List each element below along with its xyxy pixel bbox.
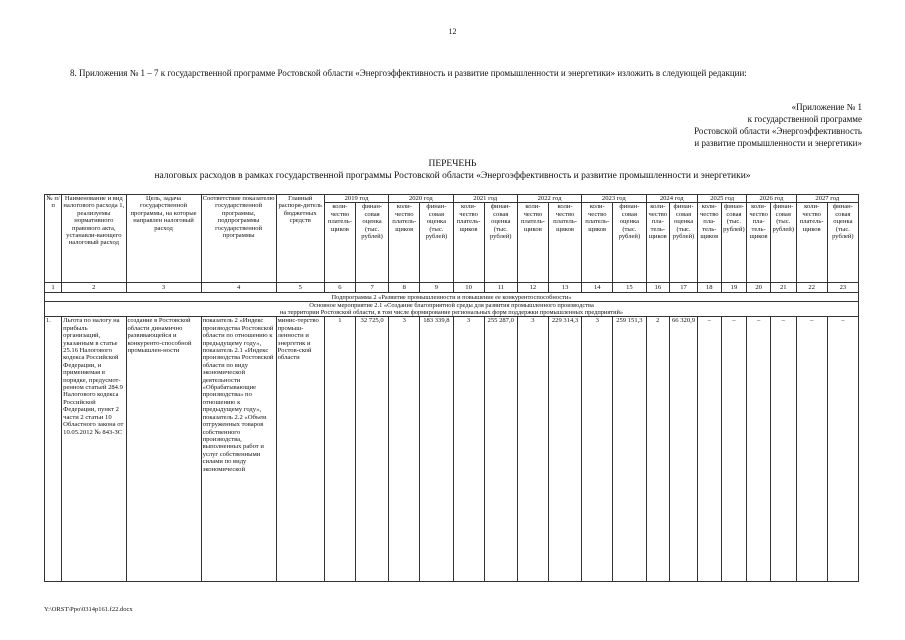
header-sub: финан-совая (тыс. рублей) (721, 203, 747, 283)
header-name: Наименование и вид налогового расхода 1, реализуемы нормативного правового акта, устанавли-вающего налоговый расход (62, 195, 126, 283)
header-sub: коли-чество платель-щиков (389, 203, 420, 283)
header-sub: коли-чество платель-щиков (324, 203, 355, 283)
col-number: 10 (453, 283, 484, 293)
col-number: 13 (548, 283, 581, 293)
col-number: 5 (276, 283, 324, 293)
intro-paragraph: 8. Приложения № 1 – 7 к государственной программе Ростовской области «Энергоэффективность и развитие промышленности и энергетики» изложить в следующей редакции: (70, 68, 747, 78)
header-year: 2024 год (646, 195, 697, 203)
row-admin: минис-терство промыш-ленности и энергетик и Ростов-ской области (276, 317, 324, 582)
header-sub: финан-совая оценка (тыс. рублей) (670, 203, 698, 283)
measure-line: на территории Ростовской области, в том числе формирование региональных форм поддержки промышленных предприятий» (279, 309, 624, 317)
col-number: 17 (670, 283, 698, 293)
appendix-line: и развитие промышленности и энергетики» (694, 138, 862, 148)
row-value: 66 320,9 (670, 317, 698, 582)
header-sub: коли-чество платель-щиков (548, 203, 581, 283)
column-number-row (45, 283, 859, 293)
subprogram-title: Подпрограмма 2 «Развитие промышленности и повышение ее конкурентоспособности» (45, 293, 859, 302)
row-value: 183 339,8 (420, 317, 453, 582)
col-number: 8 (389, 283, 420, 293)
row-value: – (721, 317, 747, 582)
header-sub: финан-совая (тыс. рублей) (770, 203, 796, 283)
col-number: 18 (697, 283, 721, 293)
row-value: – (697, 317, 721, 582)
header-sub: коли-чество платель-щиков (453, 203, 484, 283)
row-value: 259 151,3 (613, 317, 646, 582)
row-number: 1. (45, 317, 62, 582)
col-number: 23 (827, 283, 858, 293)
measure-row (45, 302, 859, 317)
page-number: 12 (448, 27, 457, 36)
measure-line: Основное мероприятие 2.1 «Создание благоприятной среды для развития промышленного производства (309, 302, 594, 310)
col-number: 2 (62, 283, 126, 293)
header-year: 2026 год (747, 195, 796, 203)
col-number: 20 (747, 283, 771, 293)
col-number: 11 (484, 283, 517, 293)
row-value: 3 (517, 317, 548, 582)
col-number: 4 (201, 283, 276, 293)
header-year: 2022 год (517, 195, 581, 203)
header-year: 2027 год (796, 195, 858, 203)
row-value: 2 (646, 317, 670, 582)
appendix-line: к государственной программе (747, 114, 862, 124)
row-value: 3 (389, 317, 420, 582)
header-sub: коли-чество пла-тель-щиков (646, 203, 670, 283)
row-value: 32 725,0 (355, 317, 388, 582)
header-sub: коли-чество пла-тель-щиков (747, 203, 771, 283)
header-num: № п/п (45, 195, 62, 283)
col-number: 16 (646, 283, 670, 293)
col-number: 1 (45, 283, 62, 293)
header-goal: Цель, задача государственной программы, на которые направлен налоговый расход (126, 195, 201, 283)
heading-subtitle: налоговых расходов в рамках государственной программы Ростовской области «Энергоэффективность и развитие промышленности и энергетики» (154, 171, 751, 181)
header-sub: коли-чество платель-щиков (796, 203, 827, 283)
row-value: 229 314,3 (548, 317, 581, 582)
header-sub: финан-совая оценка (тыс. рублей) (613, 203, 646, 283)
document-heading (0, 158, 905, 182)
row-value: 3 (582, 317, 613, 582)
appendix-reference (642, 101, 862, 149)
col-number: 22 (796, 283, 827, 293)
header-year: 2021 год (453, 195, 517, 203)
col-number: 7 (355, 283, 388, 293)
col-number: 12 (517, 283, 548, 293)
header-row-years (45, 195, 859, 203)
header-year: 2020 год (389, 195, 453, 203)
subprogram-row (45, 293, 859, 302)
tax-expenditure-table (44, 194, 859, 582)
file-path-footer: Y:\ORST\Ppo\0314p161.f22.docx (44, 606, 133, 613)
header-sub: финан-совая оценка (тыс. рублей) (827, 203, 858, 283)
appendix-line: «Приложение № 1 (791, 102, 862, 112)
header-sub: коли-чество платель-щиков (517, 203, 548, 283)
row-indicator: показатель 2 «Индекс производства Ростовской области по отношению к предыдущему году», показатель 2.1 «Индекс производства Ростовской области по виду экономической деятельности «Обрабатывающие производства» по отношению к предыдущему году», показатель 2.2 «Объем отгруженных товаров собственного производства, выполненных работ и услуг собственными силами по виду экономической (201, 317, 276, 582)
col-number: 14 (582, 283, 613, 293)
row-value: 1 (324, 317, 355, 582)
col-number: 6 (324, 283, 355, 293)
header-year: 2019 год (324, 195, 388, 203)
row-value: – (827, 317, 858, 582)
header-sub: финан-совая оценка (тыс. рублей) (484, 203, 517, 283)
appendix-line: Ростовской области «Энергоэффективность (694, 126, 862, 136)
row-goal: создание в Ростовской области динамично развивающейся и конкуренто-способной промышлен-ности (126, 317, 201, 582)
row-value: 255 287,0 (484, 317, 517, 582)
header-sub: финан-совая оценка (тыс. рублей) (420, 203, 453, 283)
col-number: 3 (126, 283, 201, 293)
header-sub: финан-совая оценка (тыс. рублей) (355, 203, 388, 283)
row-value: 3 (453, 317, 484, 582)
row-value: – (770, 317, 796, 582)
header-sub: коли-чество пла-тель-щиков (697, 203, 721, 283)
col-number: 21 (770, 283, 796, 293)
row-value: – (747, 317, 771, 582)
heading-title: ПЕРЕЧЕНЬ (428, 159, 477, 169)
col-number: 15 (613, 283, 646, 293)
measure-title (45, 302, 859, 317)
row-value: – (796, 317, 827, 582)
table-row (45, 317, 859, 582)
header-year: 2023 год (582, 195, 646, 203)
header-sub: коли-чество платель-щиков (582, 203, 613, 283)
header-year: 2025 год (697, 195, 746, 203)
row-name: Льгота по налогу на прибыль организаций, указанным в статье 25.16 Налогового кодекса Российской Федерации, и применяемая в порядке, предусмот-ренном статьей 284.9 Налогового кодекса Российской Федерации, пункт 2 части 2 статьи 10 Областного закона от 10.05.2012 № 843-ЗС (62, 317, 126, 582)
col-number: 9 (420, 283, 453, 293)
header-admin: Главный распоря-дитель бюджетных средств (276, 195, 324, 283)
header-indicator: Соответствие показателю государственной программы, подпрограммы государственной программы (201, 195, 276, 283)
col-number: 19 (721, 283, 747, 293)
